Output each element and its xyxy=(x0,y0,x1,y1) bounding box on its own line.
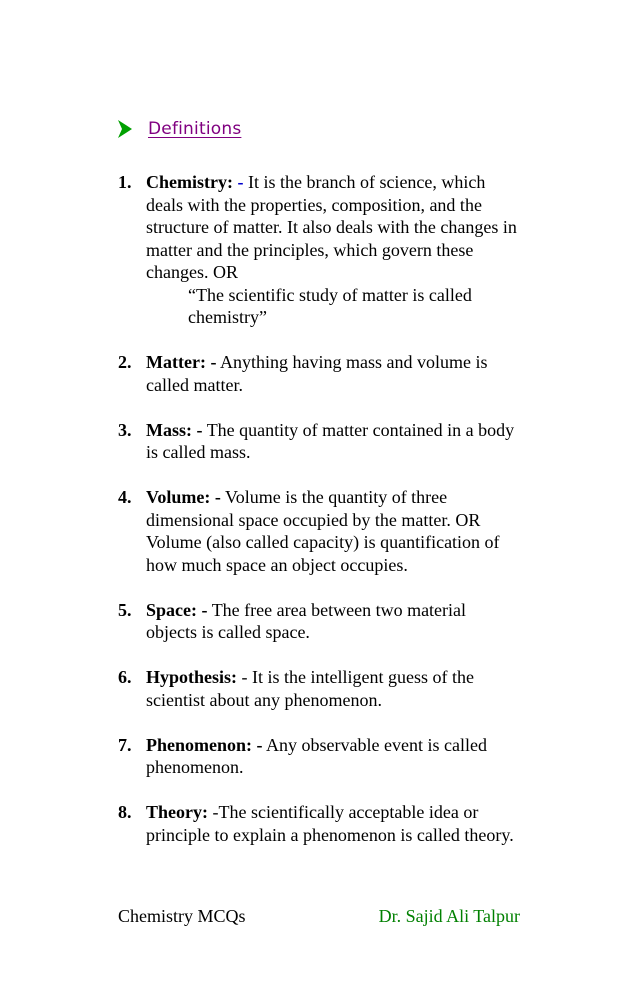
definition-item-space xyxy=(118,599,518,644)
term-theory: Theory: xyxy=(146,802,208,822)
definition-item-matter xyxy=(118,351,518,396)
definition-quote: “The scientific study of matter is called chemistry” xyxy=(188,284,472,327)
term-volume: Volume: - xyxy=(146,487,221,507)
definition-text: The free area between two material objects is called space. xyxy=(146,599,467,642)
definition-text: - It is the intelligent guess of the scientist about any phenomenon. xyxy=(146,667,474,710)
definition-item-phenomenon xyxy=(118,734,518,779)
definition-item-mass xyxy=(118,419,518,464)
definition-text: Anything having mass and volume is called matter. xyxy=(146,352,488,395)
definition-item-chemistry xyxy=(118,171,518,329)
definition-item-hypothesis xyxy=(118,666,518,711)
item-number: 2. xyxy=(118,352,132,372)
item-number: 7. xyxy=(118,734,132,755)
definition-text: Volume is the quantity of three dimensional space occupied by the matter. OR Volume (also called capacity) is quantification of how much space an object occupies. xyxy=(146,487,500,575)
footer-title: Chemistry MCQs xyxy=(118,906,246,926)
definition-text: Any observable event is called phenomenon. xyxy=(146,734,487,777)
section-heading-text: Definitions xyxy=(148,119,242,139)
definition-text: The quantity of matter contained in a body is called mass. xyxy=(146,419,515,462)
term-chemistry: Chemistry: xyxy=(146,172,233,192)
item-number: 1. xyxy=(118,172,132,192)
arrow-bullet-icon xyxy=(118,120,132,138)
term-dash: - xyxy=(237,172,244,192)
item-number: 6. xyxy=(118,667,132,687)
term-hypothesis: Hypothesis: xyxy=(146,667,238,687)
footer-author: Dr. Sajid Ali Talpur xyxy=(378,906,520,926)
item-number: 5. xyxy=(118,599,132,620)
definition-item-theory xyxy=(118,801,518,846)
definition-text: -The scientifically acceptable idea or principle to explain a phenomenon is called theory. xyxy=(146,802,514,845)
page-footer xyxy=(118,906,520,927)
definitions-list xyxy=(118,171,518,869)
definition-item-volume xyxy=(118,486,518,576)
term-space: Space: - xyxy=(146,599,208,620)
item-number: 8. xyxy=(118,802,132,822)
definition-text: It is the branch of science, which deals with the properties, composition, and the structure of matter. It also deals with the changes in matter and the principles, which govern these changes. OR xyxy=(146,172,517,282)
term-mass: Mass: - xyxy=(146,419,203,440)
section-heading xyxy=(118,119,241,139)
term-phenomenon: Phenomenon: - xyxy=(146,734,263,755)
item-number: 3. xyxy=(118,419,132,440)
item-number: 4. xyxy=(118,487,132,507)
term-matter: Matter: - xyxy=(146,352,217,372)
